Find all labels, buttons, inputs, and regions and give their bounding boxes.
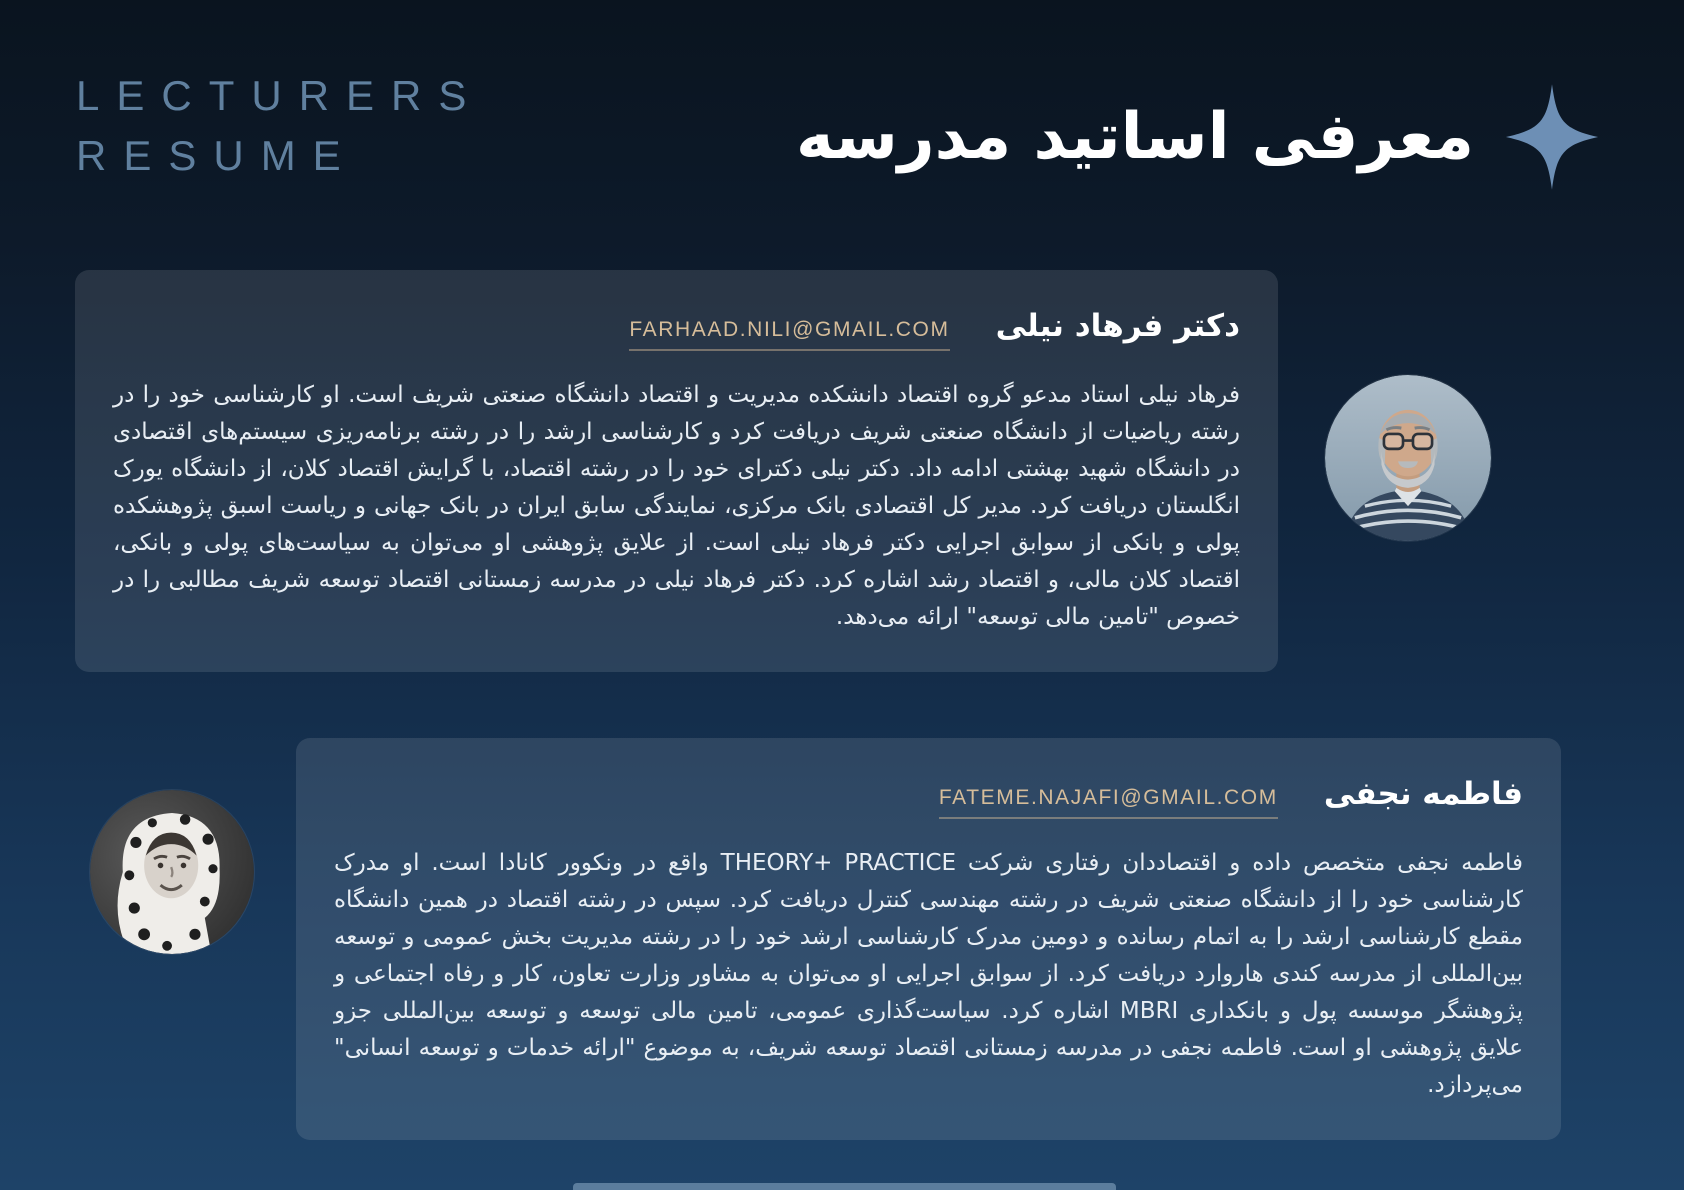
title-english-line2: RESUME (76, 132, 358, 179)
lecturer-photo-farhad-nili (1325, 375, 1491, 541)
sparkle-icon (1504, 82, 1600, 192)
lecturer-name: دکتر فرهاد نیلی (995, 308, 1240, 344)
title-english (76, 66, 483, 186)
lecturer-photo-fateme-najafi (90, 790, 254, 954)
lecturer-name: فاطمه نجفی (1323, 776, 1523, 812)
lecturer-bio: فاطمه نجفی متخصص داده و اقتصاددان رفتاری شرکت THEORY+ PRACTICE واقع در ونکوور کانادا است. او مدرک کارشناسی خود را از دانشگاه صنعتی شریف در رشته مهندسی کنترل دریافت کرد. سپس در رشته اقتصاد در همین دانشگاه مقطع کارشناسی ارشد را به اتمام رسانده و دومین مدرک کارشناسی ارشد خود را در رشته مدیریت بخش عمومی و توسعه بین‌المللی از مدرسه کندی هاروارد دریافت کرد. از سوابق اجرایی او می‌توان به مشاور وزارت تعاون، کار و رفاه اجتماعی و پژوهشگر موسسه پول و بانکداری MBRI اشاره کرد. سیاست‌گذاری عمومی، تامین مالی توسعه و توسعه بین‌المللی جزو علایق پژوهشی او است. فاطمه نجفی در مدرسه زمستانی اقتصاد توسعه شریف، به موضوع "ارائه خدمات و توسعه انسانی" می‌پردازد. (334, 850, 1523, 1098)
lecturer-card-farhad-nili (75, 270, 1278, 672)
lecturer-email-link[interactable]: FARHAAD.NILI@GMAIL.COM (629, 318, 949, 351)
lecturer-email-link[interactable]: FATEME.NAJAFI@GMAIL.COM (939, 786, 1278, 819)
page-title-persian: معرفی اساتید مدرسه (796, 100, 1474, 174)
lecturer-bio: فرهاد نیلی استاد مدعو گروه اقتصاد دانشکده مدیریت و اقتصاد دانشگاه صنعتی شریف است. او کارشناسی خود را در رشته ریاضیات از دانشگاه صنعتی شریف دریافت کرد و کارشناسی ارشد را در رشته برنامه‌ریزی سیستم‌های اقتصادی در دانشگاه شهید بهشتی ادامه داد. دکتر نیلی دکترای خود را در رشته اقتصاد، با گرایش اقتصاد کلان، از دانشگاه یورک انگلستان دریافت کرد. مدیر کل اقتصادی بانک مرکزی، نمایندگی سابق ایران در بانک جهانی و ریاست اسبق پژوهشکده پولی و بانکی از سوابق اجرایی دکتر فرهاد نیلی است. از علایق پژوهشی او می‌توان به سیاست‌های پولی و بانکی، اقتصاد کلان مالی، و اقتصاد رشد اشاره کرد. دکتر فرهاد نیلی در مدرسه زمستانی اقتصاد توسعه شریف مطالبی را در خصوص "تامین مالی توسعه" ارائه می‌دهد. (113, 382, 1240, 630)
lecturer-card-fateme-najafi (296, 738, 1561, 1140)
card-header (113, 308, 1240, 351)
header-persian (796, 74, 1600, 200)
next-card-peek (573, 1183, 1116, 1190)
title-english-line1: LECTURERS (76, 72, 484, 119)
card-header (334, 776, 1523, 819)
